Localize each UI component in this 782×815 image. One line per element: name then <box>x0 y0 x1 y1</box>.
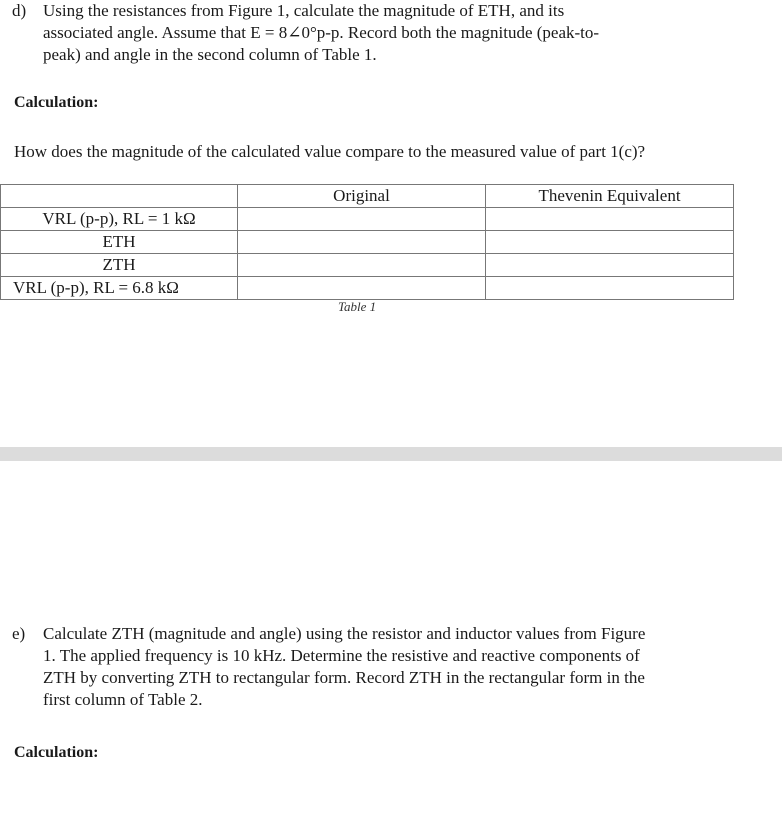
page-break <box>0 447 782 461</box>
cell-original-eth[interactable] <box>238 231 486 254</box>
table-header-thevenin: Thevenin Equivalent <box>486 185 734 208</box>
table-header-blank <box>1 185 238 208</box>
row-label-zth: ZTH <box>1 254 238 277</box>
question-d <box>12 0 732 66</box>
cell-thevenin-vrl-6k8[interactable] <box>486 277 734 300</box>
cell-thevenin-zth[interactable] <box>486 254 734 277</box>
table-row <box>1 254 734 277</box>
question-e-line-1: Calculate ZTH (magnitude and angle) using the resistor and inductor values from Figure <box>43 624 646 643</box>
question-d-line-1: Using the resistances from Figure 1, calculate the magnitude of ETH, and its <box>43 1 565 20</box>
question-d-label: d) <box>12 1 27 20</box>
question-e-label: e) <box>12 624 26 643</box>
question-e-line-2: 1. The applied frequency is 10 kHz. Determine the resistive and reactive components of <box>43 646 640 665</box>
table-row <box>1 208 734 231</box>
table-row <box>1 231 734 254</box>
question-e-line-3: ZTH by converting ZTH to rectangular form. Record ZTH in the rectangular form in the <box>43 668 645 687</box>
calculation-label-d: Calculation: <box>14 94 99 111</box>
cell-thevenin-vrl-1k[interactable] <box>486 208 734 231</box>
cell-original-zth[interactable] <box>238 254 486 277</box>
cell-original-vrl-6k8[interactable] <box>238 277 486 300</box>
calculation-label-e: Calculation: <box>14 744 99 761</box>
row-label-vrl-1k: VRL (p-p), RL = 1 kΩ <box>1 208 238 231</box>
cell-original-vrl-1k[interactable] <box>238 208 486 231</box>
question-e <box>12 623 732 711</box>
cell-thevenin-eth[interactable] <box>486 231 734 254</box>
table-row <box>1 277 734 300</box>
table-header-original: Original <box>238 185 486 208</box>
table-1 <box>0 184 734 300</box>
comparison-question: How does the magnitude of the calculated value compare to the measured value of part 1(c)? <box>14 142 646 161</box>
row-label-eth: ETH <box>1 231 238 254</box>
question-d-line-3: peak) and angle in the second column of Table 1. <box>43 45 377 64</box>
question-e-line-4: first column of Table 2. <box>43 690 203 709</box>
question-d-line-2: associated angle. Assume that E = 8∠0°p-p. Record both the magnitude (peak-to- <box>43 23 600 42</box>
table-header-row <box>1 185 734 208</box>
row-label-vrl-6k8: VRL (p-p), RL = 6.8 kΩ <box>1 277 238 300</box>
table-1-caption: Table 1 <box>338 299 377 314</box>
